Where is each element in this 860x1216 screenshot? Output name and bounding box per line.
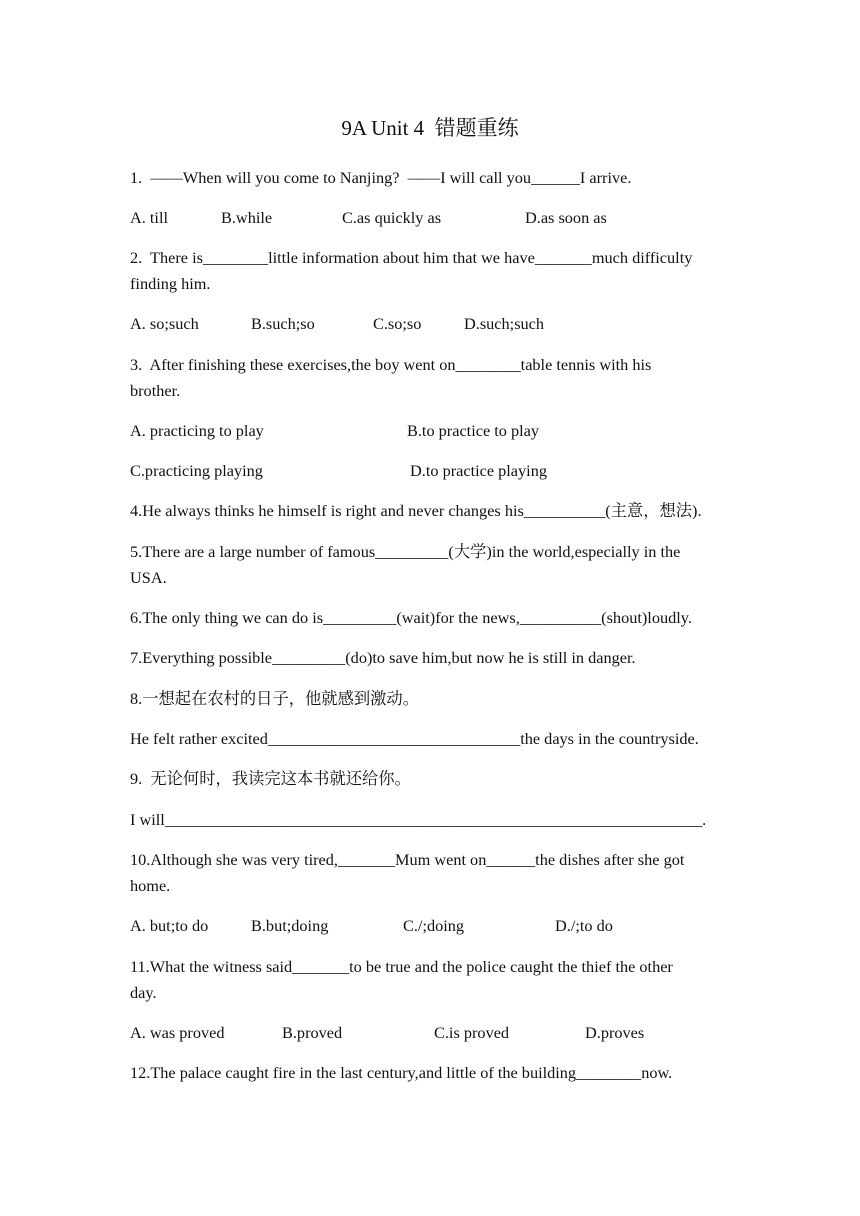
q1-option-b: B.while	[221, 208, 273, 227]
q10-option-d: D./;to do	[555, 916, 613, 935]
question-5-line2: USA.	[130, 568, 167, 587]
question-1-stem: 1. ——When will you come to Nanjing? ——I will call you______I arrive.	[130, 168, 632, 187]
q10-option-a: A. but;to do	[130, 916, 209, 935]
q3-option-b: B.to practice to play	[407, 421, 540, 440]
q3-option-a: A. practicing to play	[130, 421, 264, 440]
q3-option-c: C.practicing playing	[130, 461, 263, 480]
q2-option-b: B.such;so	[251, 314, 315, 333]
question-3-stem-line1: 3. After finishing these exercises,the boy went on________table tennis with his	[130, 355, 652, 374]
question-9-prompt: 9. 无论何时，我读完这本书就还给你。	[130, 769, 411, 788]
question-8-prompt: 8.一想起在农村的日子，他就感到激动。	[130, 689, 419, 708]
question-4: 4.He always thinks he himself is right and never changes his__________(主意，想法).	[130, 501, 702, 520]
question-9-answer-line: I will__________________________________________________________________.	[130, 810, 707, 829]
q1-option-a: A. till	[130, 208, 168, 227]
question-6: 6.The only thing we can do is_________(wait)for the news,__________(shout)loudly.	[130, 608, 692, 627]
q1-option-c: C.as quickly as	[342, 208, 442, 227]
question-10-stem-line2: home.	[130, 876, 171, 895]
question-11-stem-line1: 11.What the witness said_______to be true and the police caught the thief the other	[130, 957, 673, 976]
question-10-stem-line1: 10.Although she was very tired,_______Mum went on______the dishes after she got	[130, 850, 685, 869]
q3-option-d: D.to practice playing	[410, 461, 547, 480]
q10-option-b: B.but;doing	[251, 916, 329, 935]
page-title: 9A Unit 4 错题重练	[341, 116, 519, 140]
question-11-stem-line2: day.	[130, 983, 157, 1002]
q1-option-d: D.as soon as	[525, 208, 607, 227]
question-8-answer-line: He felt rather excited_______________________________the days in the countryside.	[130, 729, 699, 748]
question-2-stem-line2: finding him.	[130, 274, 211, 293]
question-12: 12.The palace caught fire in the last century,and little of the building________now.	[130, 1063, 673, 1082]
q10-option-c: C./;doing	[403, 916, 465, 935]
question-7: 7.Everything possible_________(do)to save him,but now he is still in danger.	[130, 648, 636, 667]
q11-option-b: B.proved	[282, 1023, 343, 1042]
q2-option-a: A. so;such	[130, 314, 199, 333]
q11-option-a: A. was proved	[130, 1023, 225, 1042]
q11-option-c: C.is proved	[434, 1023, 510, 1042]
question-2-stem-line1: 2. There is________little information about him that we have_______much difficulty	[130, 248, 693, 267]
q2-option-d: D.such;such	[464, 314, 545, 333]
question-5-line1: 5.There are a large number of famous_________(大学)in the world,especially in the	[130, 542, 681, 561]
q11-option-d: D.proves	[585, 1023, 645, 1042]
q2-option-c: C.so;so	[373, 314, 422, 333]
question-3-stem-line2: brother.	[130, 381, 181, 400]
